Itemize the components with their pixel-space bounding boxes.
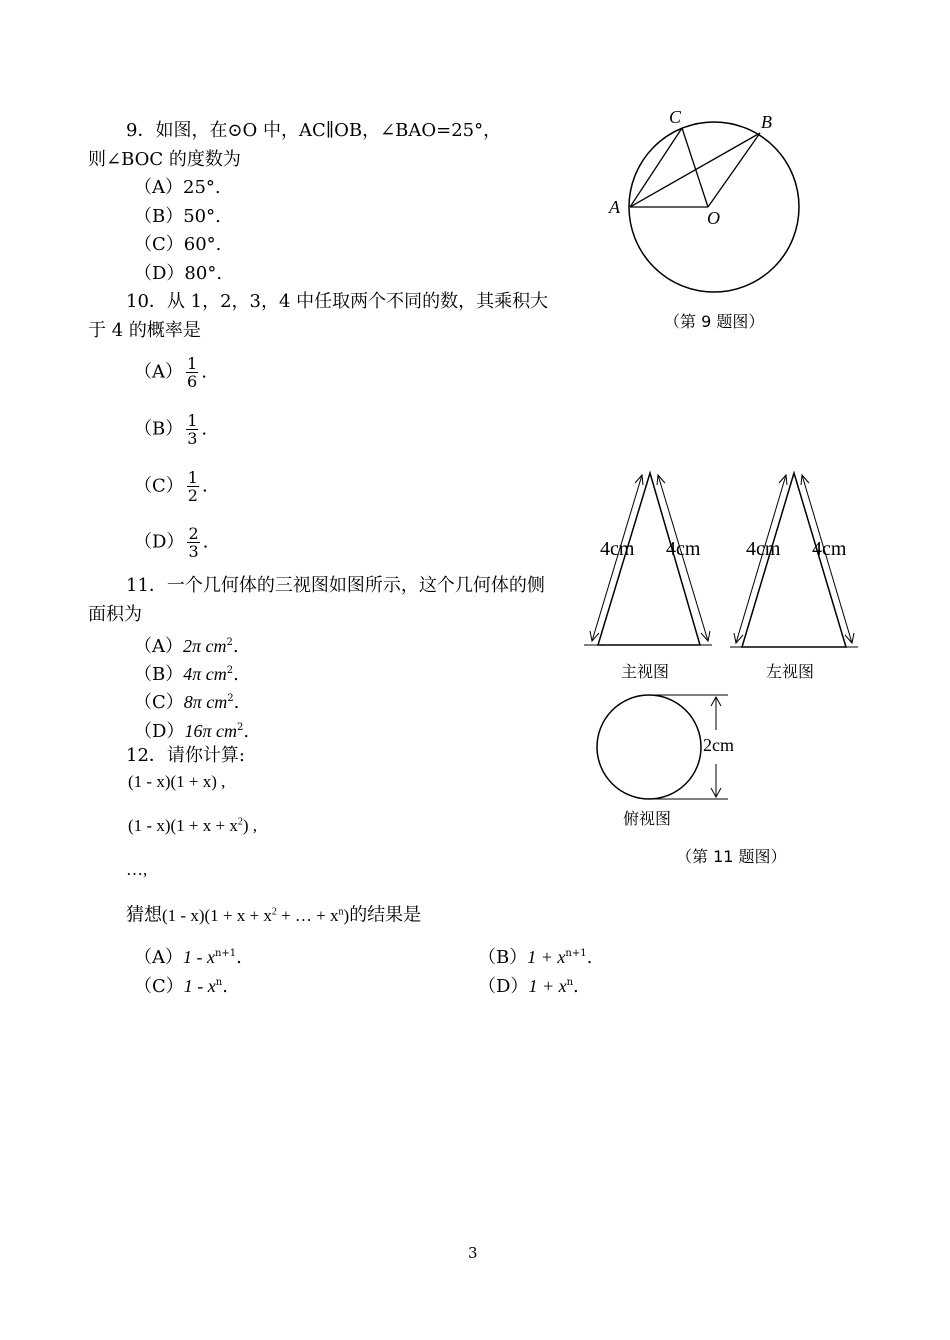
- q11-option-a: （A）2π $cm^2$.: [134, 636, 239, 657]
- q9-figure-caption: （第 9 题图）: [664, 312, 765, 331]
- front-view-figure: [580, 465, 720, 655]
- q11-figure-caption: （第 11 题图）: [676, 847, 787, 866]
- q12-expression-2: $(1 - x)(1 + x + x^2)$ ,: [128, 816, 257, 835]
- q9-stem-line1: 9．如图，在⊙O 中，AC∥OB，∠BAO=25°，: [126, 120, 502, 141]
- q9-option-c: （C）60°.: [134, 234, 222, 255]
- slant-label-right: 4cm: [812, 538, 847, 560]
- q10-option-c: （C） $\frac{1}{2}$ .: [134, 468, 208, 505]
- q9-circle-figure: [600, 100, 820, 300]
- page-number: 3: [468, 1244, 478, 1262]
- segment-ab: [630, 133, 760, 207]
- q11-option-c: （C）8π $cm^2$.: [134, 692, 240, 713]
- q10-stem-line1: 10．从 1，2，3，4 中任取两个不同的数，其乘积大: [126, 291, 549, 312]
- q12-expression-1: (1 - x)(1 + x) ,: [128, 772, 226, 791]
- q9-option-b: （B）50°.: [134, 206, 221, 227]
- option-label: （D）: [134, 531, 185, 553]
- label-a: A: [609, 197, 620, 217]
- label-o: O: [707, 208, 720, 228]
- diameter-label: 2cm: [703, 735, 734, 755]
- fraction: $\frac{1}{3}$: [187, 411, 198, 448]
- q12-option-a: $(A)1 - x^{n+1}$.: [134, 947, 242, 968]
- slant-label-left: 4cm: [600, 538, 635, 560]
- top-view-circle: [597, 695, 701, 799]
- q9-option-a: （A）25°.: [134, 177, 221, 198]
- top-view-label: 俯视图: [623, 809, 672, 828]
- q11-stem-line2: 面积为: [88, 604, 142, 625]
- q11-option-b: （B）4π $cm^2$.: [134, 664, 239, 685]
- option-label: （B）: [134, 418, 184, 440]
- segment-ob: [708, 133, 760, 207]
- q11-option-d: （D）16π $cm^2$.: [134, 721, 250, 742]
- option-label: （A）: [134, 361, 183, 383]
- q10-option-d: （D） $\frac{2}{3}$ .: [134, 524, 209, 561]
- q10-stem-line2: 于 4 的概率是: [88, 320, 201, 341]
- fraction: $\frac{1}{2}$: [187, 468, 198, 505]
- label-c: C: [669, 107, 682, 127]
- fraction: $\frac{2}{3}$: [188, 524, 199, 561]
- option-label: （C）: [134, 475, 184, 497]
- front-view-label: 主视图: [621, 662, 670, 681]
- q9-stem-line2: 则∠BOC 的度数为: [88, 149, 241, 170]
- q12-guess: 猜想$(1 - x)(1 + x + x^2$ + … + $x^n$)的结果是: [126, 904, 422, 926]
- q12-ellipsis: …,: [126, 860, 148, 879]
- label-b: B: [761, 112, 772, 132]
- fraction: $\frac{1}{6}$: [187, 354, 198, 391]
- q12-stem: 12．请你计算:: [126, 745, 245, 766]
- q12-option-c: $(C)1 - x^n$.: [134, 976, 228, 997]
- left-view-figure: [726, 465, 866, 655]
- q10-option-a: （A） $\frac{1}{6}$ .: [134, 354, 207, 391]
- top-view-figure: [590, 690, 760, 805]
- q10-option-b: （B） $\frac{1}{3}$ .: [134, 411, 208, 448]
- segment-ac: [630, 128, 682, 207]
- left-view-label: 左视图: [766, 662, 815, 681]
- slant-label-left: 4cm: [746, 538, 781, 560]
- left-view-triangle: [742, 473, 846, 647]
- q12-option-d: $(D)1 + x^n$.: [478, 976, 579, 997]
- q12-option-b: $(B)1 + x^{n+1}$.: [478, 947, 593, 968]
- segment-co: [682, 128, 708, 207]
- slant-label-right: 4cm: [666, 538, 701, 560]
- q9-option-d: （D）80°.: [134, 263, 223, 284]
- q11-stem-line1: 11．一个几何体的三视图如图所示，这个几何体的侧: [126, 575, 545, 596]
